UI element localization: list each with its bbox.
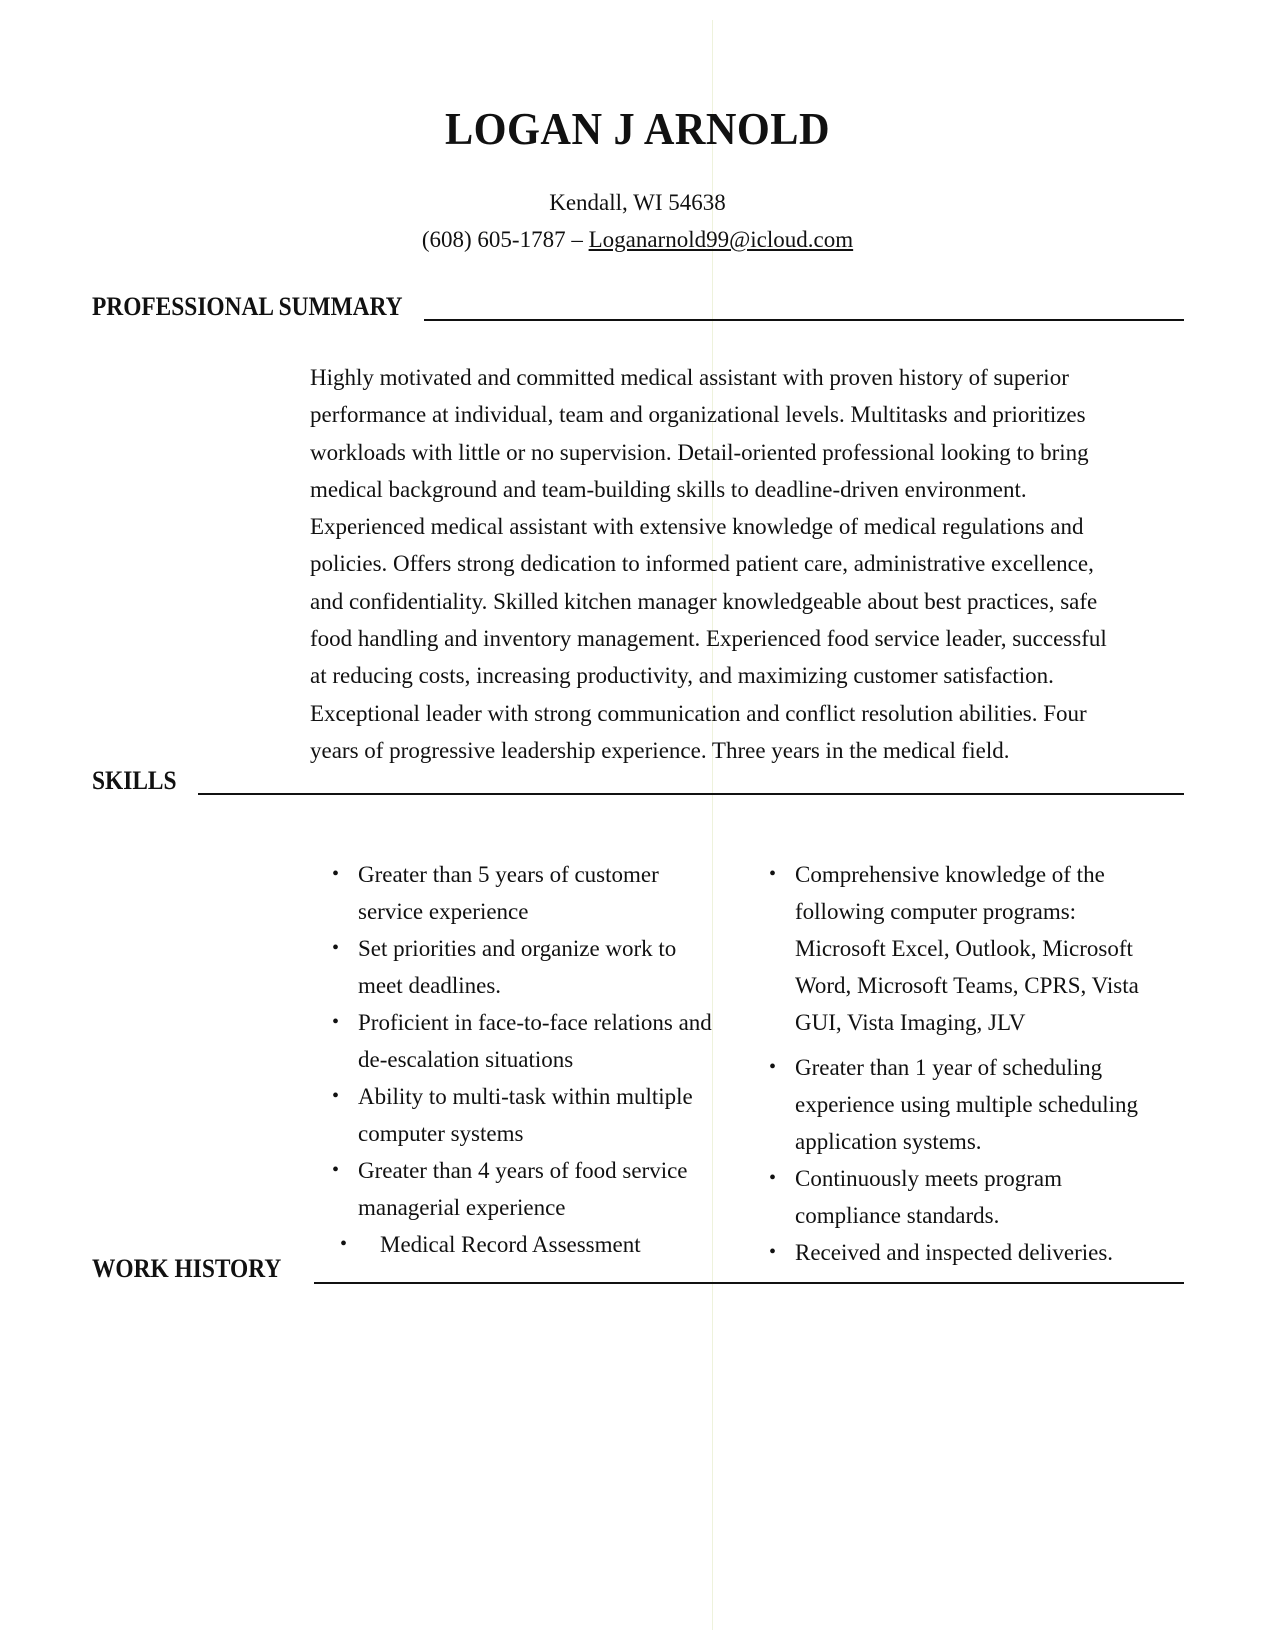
bullet-icon: •: [332, 937, 340, 959]
skill-text: Word, Microsoft Teams, CPRS, Vista: [795, 973, 1139, 998]
email-link[interactable]: Loganarnold99@icloud.com: [588, 227, 854, 252]
skill-text: Set priorities and organize work to: [358, 936, 677, 961]
skill-text: service experience: [358, 899, 529, 924]
skill-item: [332, 1004, 752, 1078]
summary-line: Experienced medical assistant with extensive knowledge of medical regulations and: [310, 514, 1084, 540]
summary-rule: [424, 319, 1184, 321]
skill-text: Greater than 5 years of customer: [358, 862, 659, 887]
skill-item: [769, 856, 1179, 1041]
skill-text: computer systems: [358, 1121, 524, 1146]
candidate-name: LOGAN J ARNOLD: [444, 103, 830, 154]
work-history-rule: [314, 1282, 1184, 1284]
summary-line: Exceptional leader with strong communication and conflict resolution abilities. Four: [310, 700, 1087, 726]
skill-text: following computer programs:: [795, 899, 1077, 924]
skill-item: [769, 1234, 1179, 1271]
bullet-icon: •: [332, 1159, 340, 1181]
professional-summary-heading: PROFESSIONAL SUMMARY: [92, 292, 403, 321]
summary-line: policies. Offers strong dedication to informed patient care, administrative excellence,: [310, 551, 1094, 577]
skill-item: [769, 1160, 1179, 1234]
skill-text: Greater than 4 years of food service: [358, 1158, 688, 1183]
skill-text: Continuously meets program: [795, 1166, 1063, 1191]
summary-line: at reducing costs, increasing productivity, and maximizing customer satisfaction.: [310, 663, 1054, 689]
phone-number: (608) 605-1787 –: [421, 227, 583, 252]
skill-text: Comprehensive knowledge of the: [795, 862, 1105, 887]
skill-item: [332, 1078, 752, 1152]
bullet-icon: •: [332, 863, 340, 885]
summary-line: medical background and team-building skills to deadline-driven environment.: [310, 476, 1027, 502]
summary-line: Highly motivated and committed medical assistant with proven history of superior: [310, 365, 1069, 390]
bullet-icon: •: [769, 1241, 777, 1263]
scan-fold-line: [712, 20, 713, 1630]
skill-text: Microsoft Excel, Outlook, Microsoft: [795, 936, 1133, 961]
skill-item: [332, 856, 752, 930]
skill-text: Ability to multi-task within multiple: [358, 1084, 693, 1109]
skill-text: Received and inspected deliveries.: [795, 1240, 1114, 1265]
professional-summary-text: [310, 359, 1200, 769]
skill-text: application systems.: [795, 1129, 982, 1154]
skill-text: Proficient in face-to-face relations and: [358, 1010, 712, 1035]
bullet-icon: •: [332, 1085, 340, 1107]
skill-item: [332, 1226, 752, 1263]
skills-rule: [198, 793, 1184, 795]
skill-text: experience using multiple scheduling: [795, 1092, 1138, 1117]
skill-text: Medical Record Assessment: [380, 1232, 641, 1257]
summary-line: and confidentiality. Skilled kitchen manager knowledgeable about best practices, safe: [310, 588, 1098, 614]
bullet-icon: •: [769, 863, 777, 885]
work-history-heading: WORK HISTORY: [92, 1254, 282, 1283]
summary-line: performance at individual, team and organizational levels. Multitasks and prioritizes: [310, 402, 1086, 428]
address-line: Kendall, WI 54638: [549, 190, 726, 215]
skill-text: managerial experience: [358, 1195, 566, 1220]
bullet-icon: •: [769, 1056, 777, 1078]
skill-item: [332, 930, 752, 1004]
skill-item: [769, 1049, 1179, 1160]
summary-line: years of progressive leadership experience. Three years in the medical field.: [310, 737, 1010, 763]
skill-text: de-escalation situations: [358, 1047, 574, 1072]
bullet-icon: •: [769, 1167, 777, 1189]
bullet-icon: •: [332, 1011, 340, 1033]
skill-text: compliance standards.: [795, 1203, 1000, 1228]
skills-list-left: [332, 856, 752, 1263]
skill-text: meet deadlines.: [358, 973, 502, 998]
skill-text: GUI, Vista Imaging, JLV: [795, 1010, 1026, 1035]
skills-list-right: [769, 856, 1179, 1271]
contact-line: [0, 227, 1275, 253]
skills-heading: SKILLS: [92, 766, 177, 795]
skill-item: [332, 1152, 752, 1226]
bullet-icon: •: [340, 1233, 348, 1255]
summary-line: workloads with little or no supervision. Detail-oriented professional looking to bring: [310, 439, 1089, 465]
summary-line: food handling and inventory management. Experienced food service leader, successful: [310, 626, 1107, 652]
skill-text: Greater than 1 year of scheduling: [795, 1055, 1103, 1080]
